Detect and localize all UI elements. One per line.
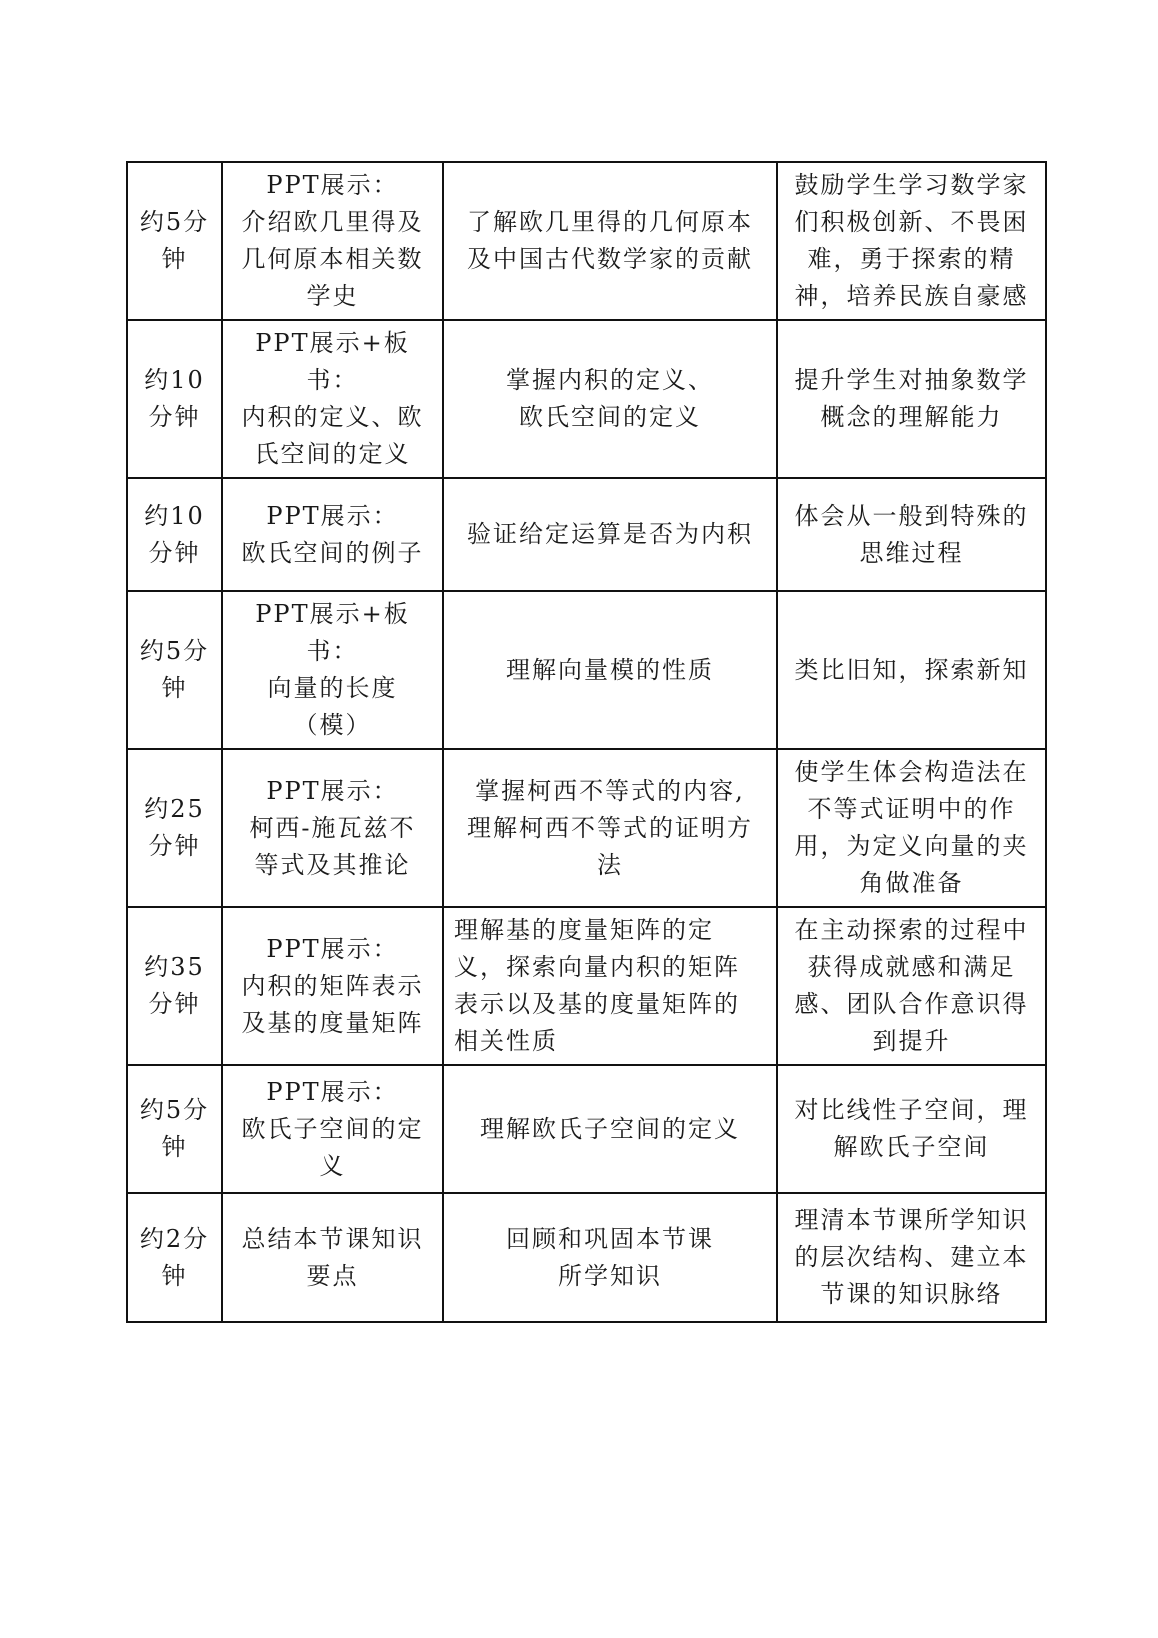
cell-line: 难，勇于探索的精 xyxy=(807,245,1016,273)
time-cell xyxy=(127,320,222,478)
intent-cell xyxy=(777,591,1046,749)
cell-line: 解欧氏子空间 xyxy=(833,1133,990,1161)
table-row xyxy=(127,320,1046,478)
goal-cell xyxy=(443,478,777,591)
cell-line: 类比旧知，探索新知 xyxy=(794,655,1029,684)
cell-line: PPT展示+板书： xyxy=(255,329,410,394)
cell-line: 掌握柯西不等式的内容, xyxy=(475,776,745,805)
cell-line: 使学生体会构造法在 xyxy=(794,758,1029,786)
table-row xyxy=(127,1193,1046,1322)
cell-line: 要点 xyxy=(306,1261,359,1290)
cell-line: 感、团队合作意识得 xyxy=(794,990,1029,1018)
cell-line: 相关性质 xyxy=(454,1027,558,1055)
cell-line: 及基的度量矩阵 xyxy=(241,1008,424,1037)
cell-line: 柯西-施瓦兹不 xyxy=(249,813,416,842)
cell-line: 所学知识 xyxy=(558,1261,662,1290)
cell-line: 氏空间的定义 xyxy=(254,440,411,468)
cell-line: 欧氏空间的定义 xyxy=(519,403,701,431)
goal-cell xyxy=(443,320,777,478)
activity-cell xyxy=(222,907,443,1065)
cell-line: 义，探索向量内积的矩阵 xyxy=(454,953,740,981)
cell-line: 约2分 xyxy=(139,1224,210,1253)
cell-line: 用，为定义向量的夹 xyxy=(794,832,1029,860)
lesson-plan-table xyxy=(126,161,1047,1323)
cell-line: 理解柯西不等式的证明方 xyxy=(467,813,753,842)
cell-line: 分钟 xyxy=(148,538,201,567)
goal-cell xyxy=(443,591,777,749)
intent-cell xyxy=(777,478,1046,591)
cell-line: PPT展示： xyxy=(266,171,399,199)
cell-line: 理解基的度量矩阵的定 xyxy=(454,916,714,944)
table-row xyxy=(127,1065,1046,1193)
table-row xyxy=(127,907,1046,1065)
cell-line: PPT展示： xyxy=(266,934,399,963)
activity-cell xyxy=(222,162,443,320)
activity-cell xyxy=(222,1193,443,1322)
cell-line: 向量的长度 xyxy=(267,674,398,702)
goal-cell xyxy=(443,749,777,907)
cell-line: 掌握内积的定义、 xyxy=(506,366,714,394)
table-row xyxy=(127,591,1046,749)
cell-line: 回顾和巩固本节课 xyxy=(506,1224,714,1253)
cell-line: 理清本节课所学知识 xyxy=(794,1206,1029,1234)
time-cell xyxy=(127,907,222,1065)
cell-line: 分钟 xyxy=(148,403,201,431)
cell-line: 在主动探索的过程中 xyxy=(794,916,1029,944)
cell-line: 钟 xyxy=(161,674,188,702)
cell-line: 表示以及基的度量矩阵的 xyxy=(454,990,740,1018)
cell-line: 学史 xyxy=(306,282,359,310)
cell-line: 约5分 xyxy=(139,637,210,665)
cell-line: 节课的知识脉络 xyxy=(820,1280,1003,1308)
cell-line: 内积的矩阵表示 xyxy=(241,971,424,1000)
intent-cell xyxy=(777,1193,1046,1322)
cell-line: 欧氏空间的例子 xyxy=(241,538,424,567)
table-row xyxy=(127,162,1046,320)
cell-line: （模） xyxy=(293,711,372,739)
cell-line: 义 xyxy=(319,1151,346,1180)
cell-line: 等式及其推论 xyxy=(254,850,411,879)
table-row xyxy=(127,478,1046,591)
time-cell xyxy=(127,162,222,320)
cell-line: 约10 xyxy=(144,501,205,530)
time-cell xyxy=(127,591,222,749)
cell-line: PPT展示+板书： xyxy=(255,600,410,665)
cell-line: 内积的定义、欧 xyxy=(241,403,424,431)
cell-line: 欧氏子空间的定 xyxy=(241,1114,424,1143)
activity-cell xyxy=(222,320,443,478)
cell-line: 神，培养民族自豪感 xyxy=(794,282,1029,310)
cell-line: 角做准备 xyxy=(859,869,964,897)
intent-cell xyxy=(777,1065,1046,1193)
goal-cell xyxy=(443,162,777,320)
cell-line: PPT展示： xyxy=(266,501,399,530)
cell-line: 体会从一般到特殊的 xyxy=(794,501,1029,530)
cell-line: 们积极创新、不畏困 xyxy=(794,208,1029,236)
goal-cell xyxy=(443,907,777,1065)
cell-line: 及中国古代数学家的贡献 xyxy=(467,245,753,273)
cell-line: 思维过程 xyxy=(859,538,964,567)
intent-cell xyxy=(777,907,1046,1065)
cell-line: 约5分 xyxy=(139,1096,210,1124)
activity-cell xyxy=(222,1065,443,1193)
cell-line: 验证给定运算是否为内积 xyxy=(467,520,753,548)
cell-line: 分钟 xyxy=(148,832,201,860)
goal-cell xyxy=(443,1193,777,1322)
cell-line: 获得成就感和满足 xyxy=(807,953,1016,981)
cell-line: PPT展示： xyxy=(266,1077,399,1106)
cell-line: 的层次结构、建立本 xyxy=(794,1243,1029,1271)
cell-line: 到提升 xyxy=(872,1027,951,1055)
cell-line: 约5分 xyxy=(139,208,210,236)
cell-line: 钟 xyxy=(161,245,188,273)
cell-line: 提升学生对抽象数学 xyxy=(794,366,1029,394)
cell-line: 法 xyxy=(597,850,623,879)
goal-cell xyxy=(443,1065,777,1193)
cell-line: 钟 xyxy=(161,1133,188,1161)
cell-line: 概念的理解能力 xyxy=(820,403,1003,431)
cell-line: 总结本节课知识 xyxy=(241,1224,424,1253)
table-row xyxy=(127,749,1046,907)
cell-line: 不等式证明中的作 xyxy=(807,795,1016,823)
cell-line: 理解向量模的性质 xyxy=(506,655,714,684)
intent-cell xyxy=(777,749,1046,907)
cell-line: 约35 xyxy=(144,953,205,981)
time-cell xyxy=(127,1193,222,1322)
cell-line: 鼓励学生学习数学家 xyxy=(794,171,1029,199)
lesson-plan-body xyxy=(127,162,1046,1322)
time-cell xyxy=(127,1065,222,1193)
cell-line: 理解欧氏子空间的定义 xyxy=(480,1114,740,1143)
cell-line: 介绍欧几里得及 xyxy=(241,208,424,236)
cell-line: 对比线性子空间，理 xyxy=(794,1096,1029,1124)
activity-cell xyxy=(222,591,443,749)
cell-line: 约10 xyxy=(144,366,205,394)
cell-line: 了解欧几里得的几何原本 xyxy=(467,208,753,236)
cell-line: 几何原本相关数 xyxy=(241,245,424,273)
intent-cell xyxy=(777,162,1046,320)
intent-cell xyxy=(777,320,1046,478)
cell-line: 钟 xyxy=(161,1261,188,1290)
time-cell xyxy=(127,749,222,907)
cell-line: PPT展示： xyxy=(266,776,399,805)
activity-cell xyxy=(222,749,443,907)
cell-line: 约25 xyxy=(144,795,205,823)
activity-cell xyxy=(222,478,443,591)
time-cell xyxy=(127,478,222,591)
cell-line: 分钟 xyxy=(148,990,201,1018)
